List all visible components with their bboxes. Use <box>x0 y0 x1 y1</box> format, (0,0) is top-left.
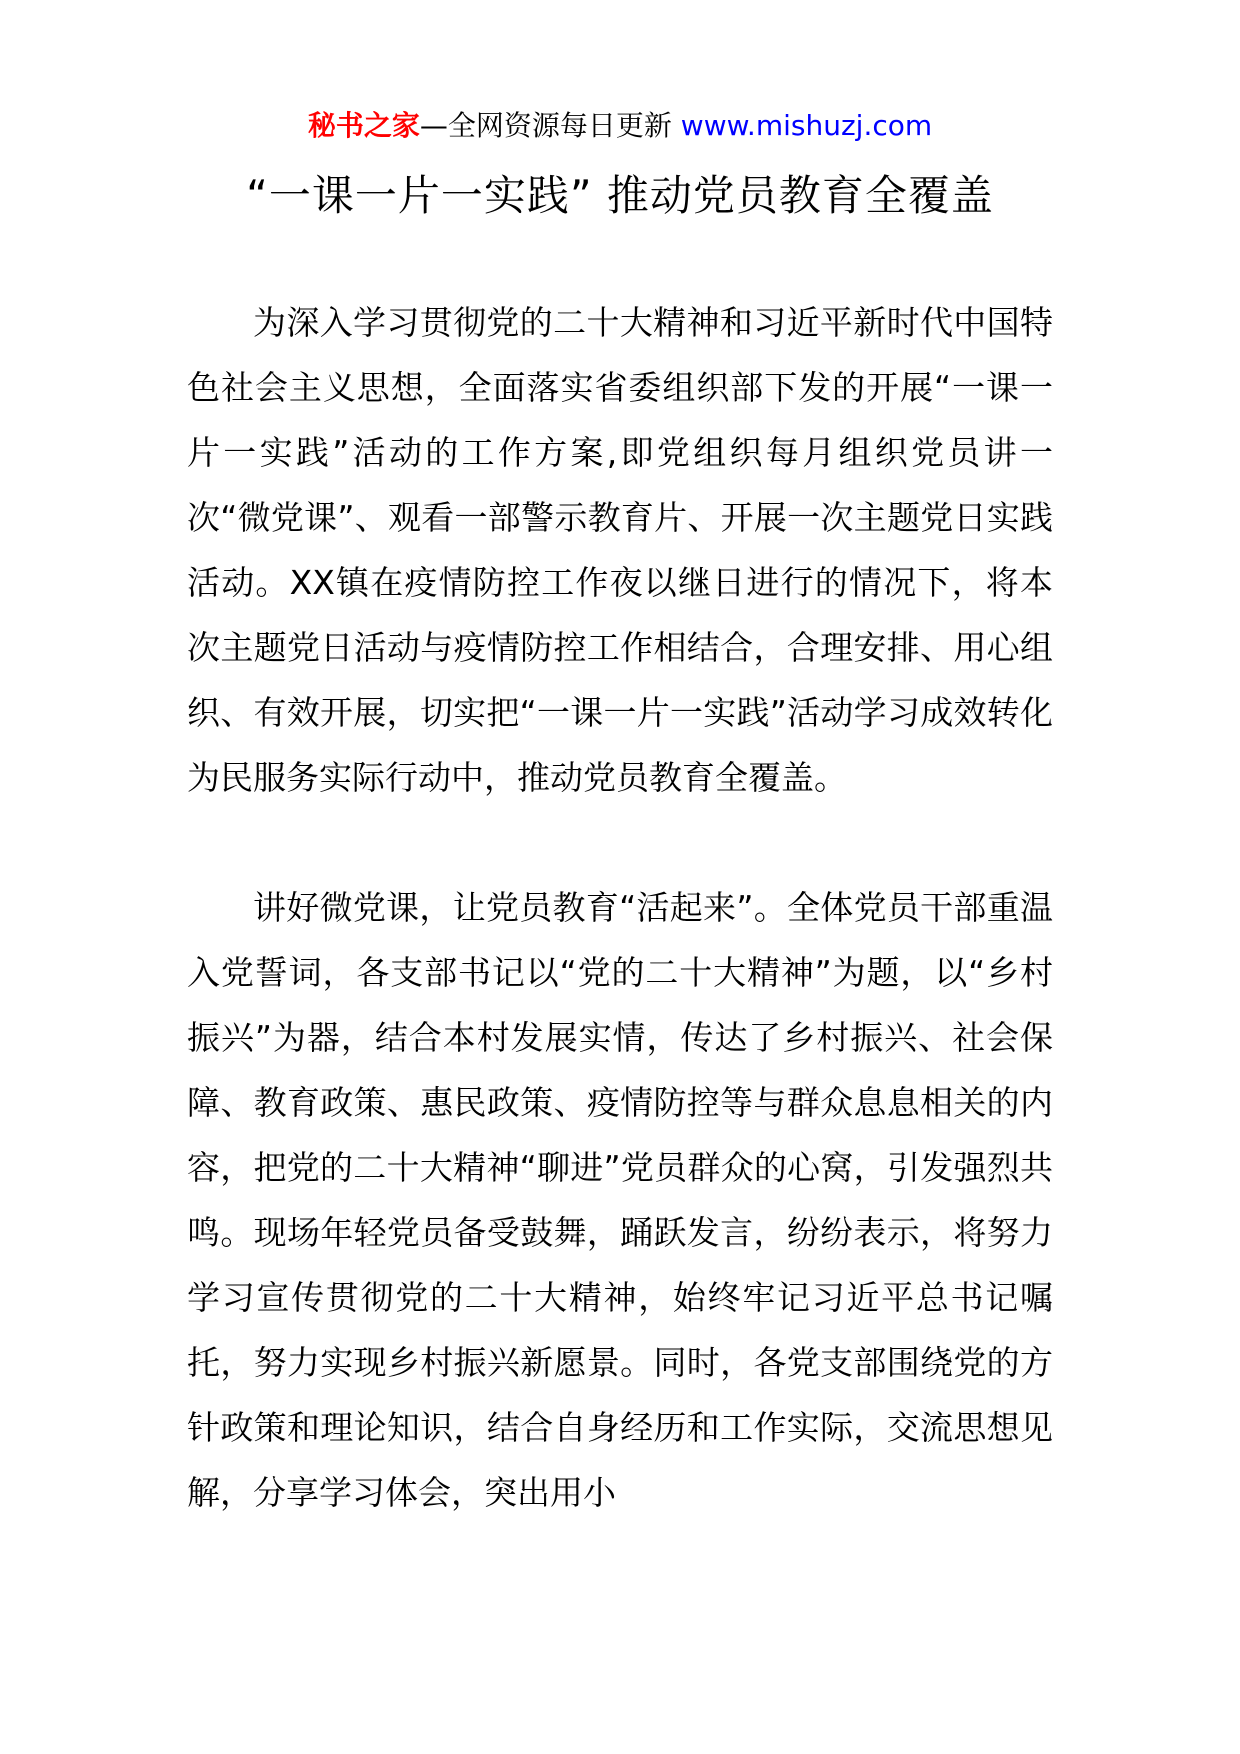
paragraph-intro: 为深入学习贯彻党的二十大精神和习近平新时代中国特色社会主义思想，全面落实省委组织部下发的开展“一课一片一实践”活动的工作方案,即党组织每月组织党员讲一次“微党课”、观看一部警示教育片、开展一次主题党日实践活动。XX镇在疫情防控工作夜以继日进行的情况下，将本次主题党日活动与疫情防控工作相结合，合理安排、用心组织、有效开展，切实把“一课一片一实践”活动学习成效转化为民服务实际行动中，推动党员教育全覆盖。 <box>187 303 1053 797</box>
site-header <box>0 104 1240 148</box>
document-body <box>187 290 1053 1525</box>
document-title: “一课一片一实践” 推动党员教育全覆盖 <box>246 171 994 220</box>
site-url-link[interactable]: www.mishuzj.com <box>680 109 933 142</box>
site-tagline: —全网资源每日更新 <box>419 109 672 142</box>
paragraph-micro-lesson: 讲好微党课，让党员教育“活起来”。全体党员干部重温入党誓词，各支部书记以“党的二十大精神”为题，以“乡村振兴”为器，结合本村发展实情，传达了乡村振兴、社会保障、教育政策、惠民政策、疫情防控等与群众息息相关的内容，把党的二十大精神“聊进”党员群众的心窝，引发强烈共鸣。现场年轻党员备受鼓舞，踊跃发言，纷纷表示，将努力学习宣传贯彻党的二十大精神，始终牢记习近平总书记嘱托，努力实现乡村振兴新愿景。同时，各党支部围绕党的方针政策和理论知识，结合自身经历和工作实际，交流思想见解，分享学习体会，突出用小 <box>187 888 1053 1512</box>
site-name: 秘书之家 <box>307 109 420 142</box>
